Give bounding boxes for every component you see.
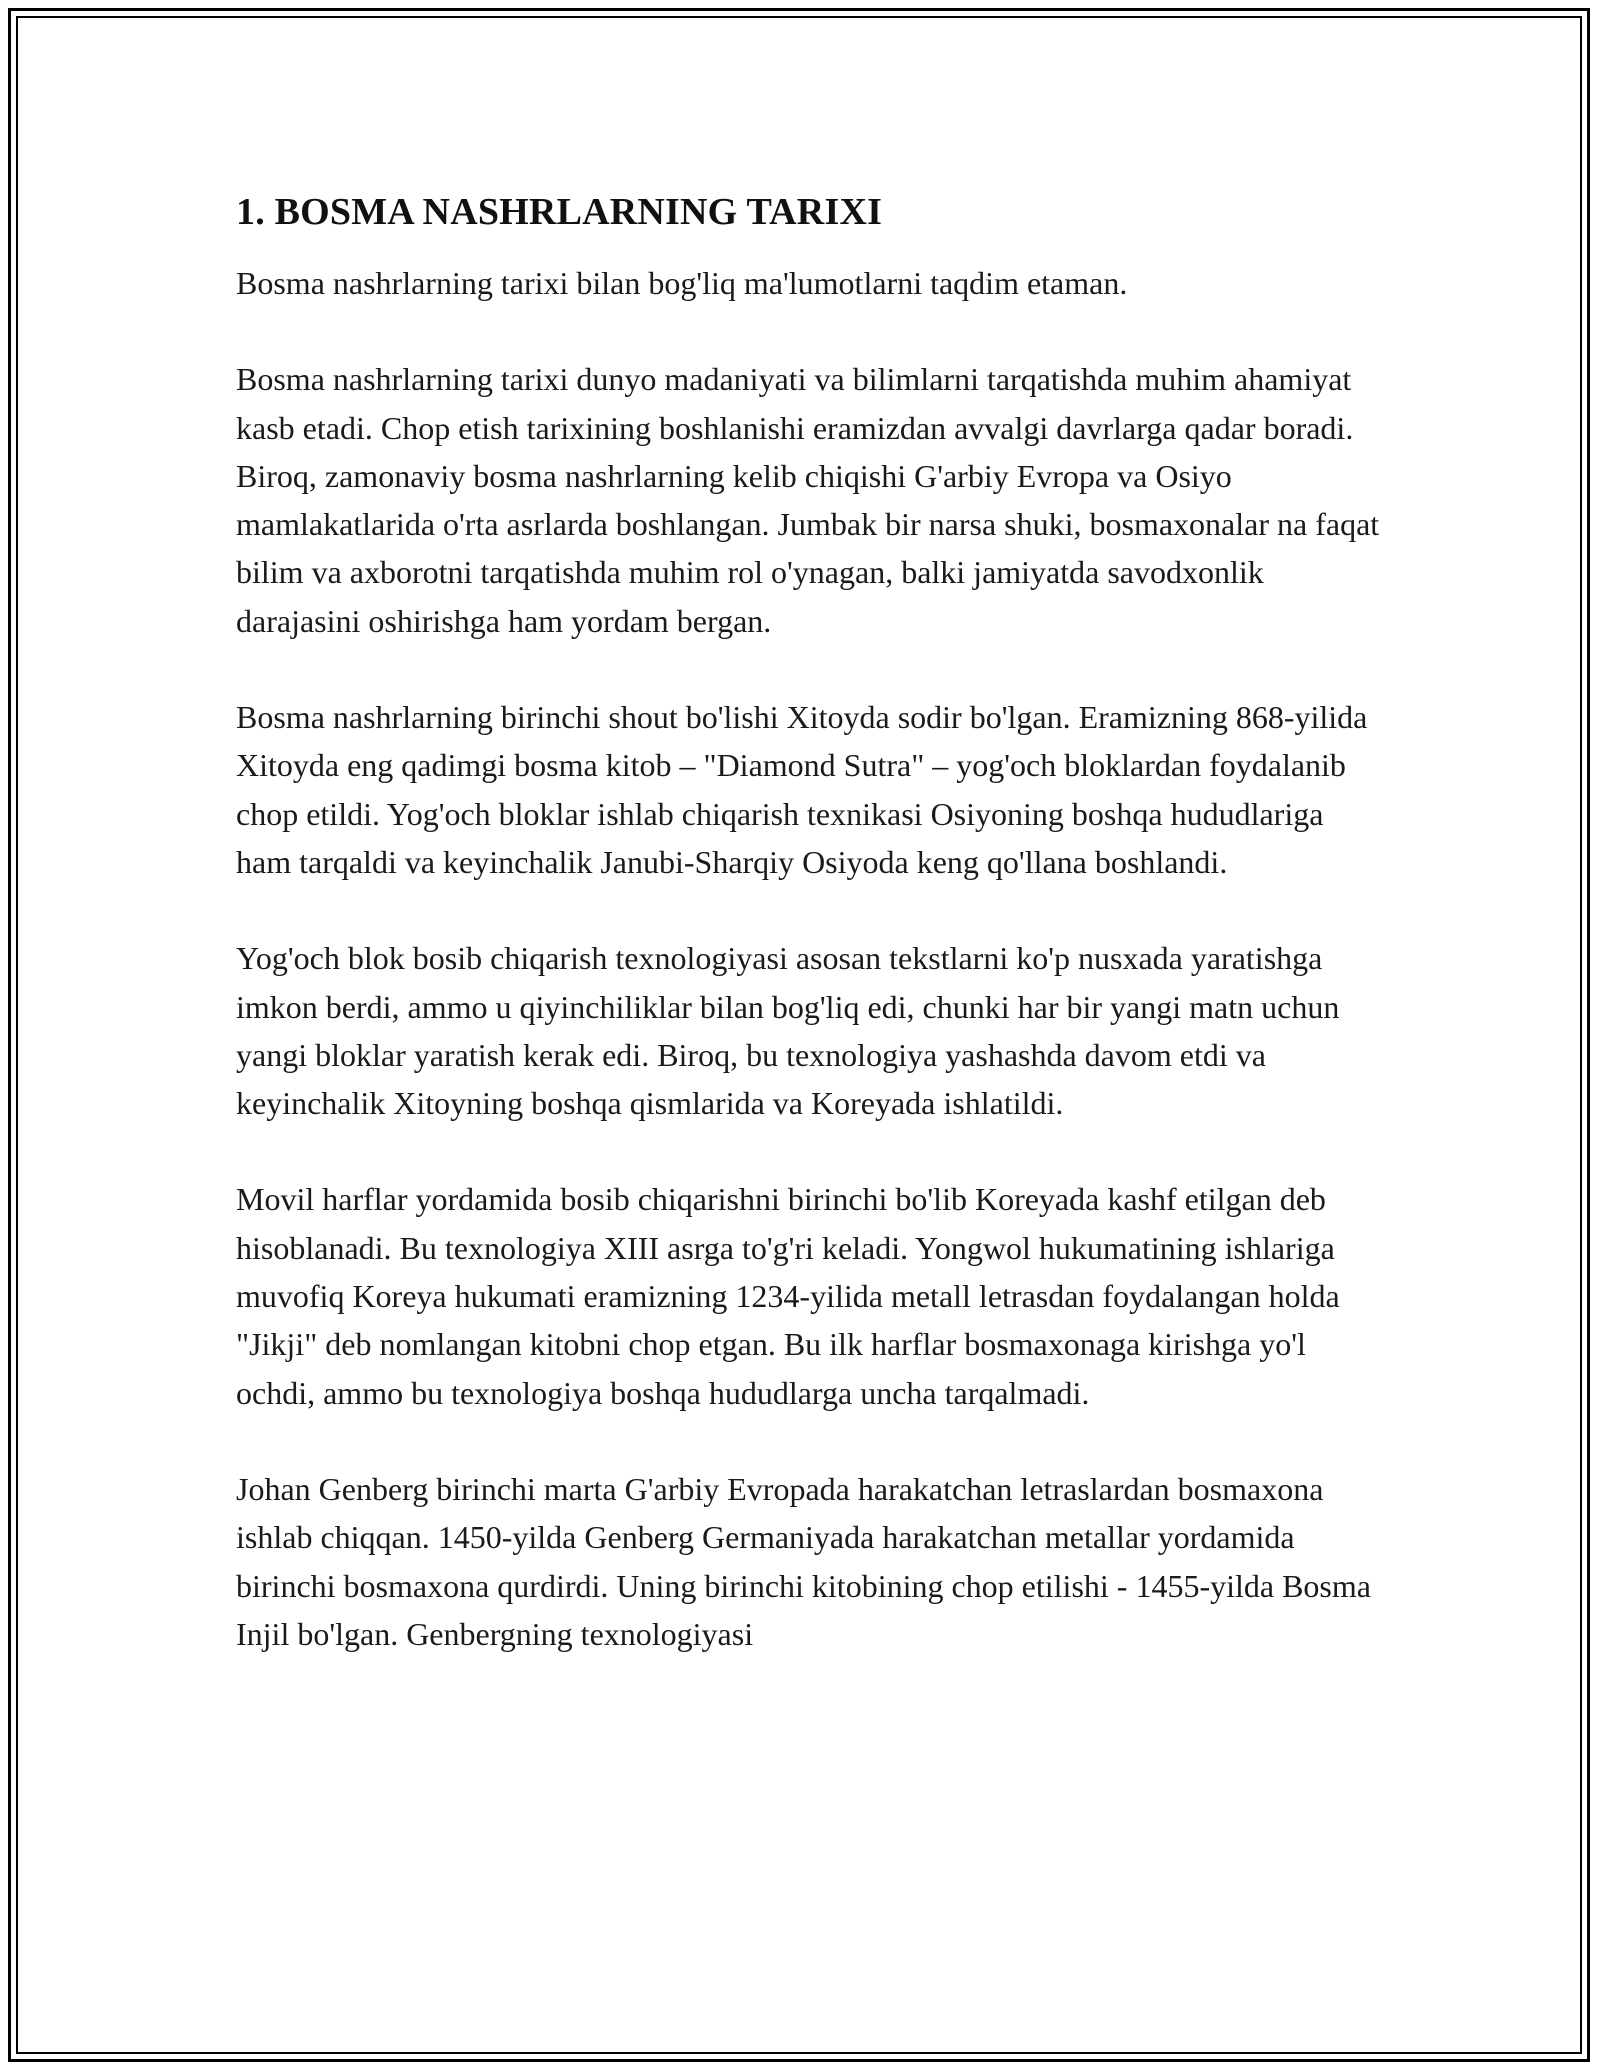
paragraph-intro: Bosma nashrlarning tarixi bilan bog'liq ma'lumotlarni taqdim etaman. — [236, 265, 1128, 301]
paragraph-history-overview: Bosma nashrlarning tarixi dunyo madaniyati va bilimlarni tarqatishda muhim ahamiyat kasb etadi. Chop etish tarixining boshlanishi eramizdan avvalgi davrlarga qadar boradi. Biroq, zamonaviy bosma nashrlarning kelib chiqishi G'arbiy Evropa va Osiyo mamlakatlarida o'rta asrlarda boshlangan. Jumbak bir narsa shuki, bosmaxonalar na faqat bilim va axborotni tarqatishda muhim rol o'ynagan, balki jamiyatda savodxonlik darajasini oshirishga ham yordam bergan. — [236, 361, 1380, 639]
paragraph-korea-movable-type: Movil harflar yordamida bosib chiqarishni birinchi bo'lib Koreyada kashf etilgan deb hisoblanadi. Bu texnologiya XIII asrga to'g'ri keladi. Yongwol hukumatining ishlariga muvofiq Koreya hukumati eramizning 1234-yilida metall letrasdan foydalangan holda "Jikji" deb nomlangan kitobni chop etgan. Bu ilk harflar bosmaxonaga kirishga yo'l ochdi, ammo bu texnologiya boshqa hududlarga uncha tarqalmadi. — [236, 1181, 1340, 1411]
paragraph-woodblock-technology: Yog'och blok bosib chiqarish texnologiyasi asosan tekstlarni ko'p nusxada yaratishga imkon berdi, ammo u qiyinchiliklar bilan bog'liq edi, chunki har bir yangi matn uchun yangi bloklar yaratish kerak edi. Biroq, bu texnologiya yashashda davom etdi va keyinchalik Xitoyning boshqa qismlarida va Koreyada ishlatildi. — [236, 940, 1340, 1122]
document-body — [236, 188, 1386, 1658]
section-heading: 1. BOSMA NASHRLARNING TARIXI — [236, 191, 883, 233]
paragraph-genberg: Johan Genberg birinchi marta G'arbiy Evropada harakatchan letraslardan bosmaxona ishlab chiqqan. 1450-yilda Genberg Germaniyada harakatchan metallar yordamida birinchi bosmaxona qurdirdi. Uning birinchi kitobining chop etilishi - 1455-yilda Bosma Injil bo'lgan. Genbergning texnologiyasi — [236, 1470, 1371, 1652]
paragraph-china-woodblock: Bosma nashrlarning birinchi shout bo'lishi Xitoyda sodir bo'lgan. Eramizning 868-yilida Xitoyda eng qadimgi bosma kitob – "Diamond Sutra" – yog'och bloklardan foydalanib chop etildi. Yog'och bloklar ishlab chiqarish texnikasi Osiyoning boshqa hududlariga ham tarqaldi va keyinchalik Janubi-Sharqiy Osiyoda keng qo'llana boshlandi. — [236, 699, 1368, 880]
